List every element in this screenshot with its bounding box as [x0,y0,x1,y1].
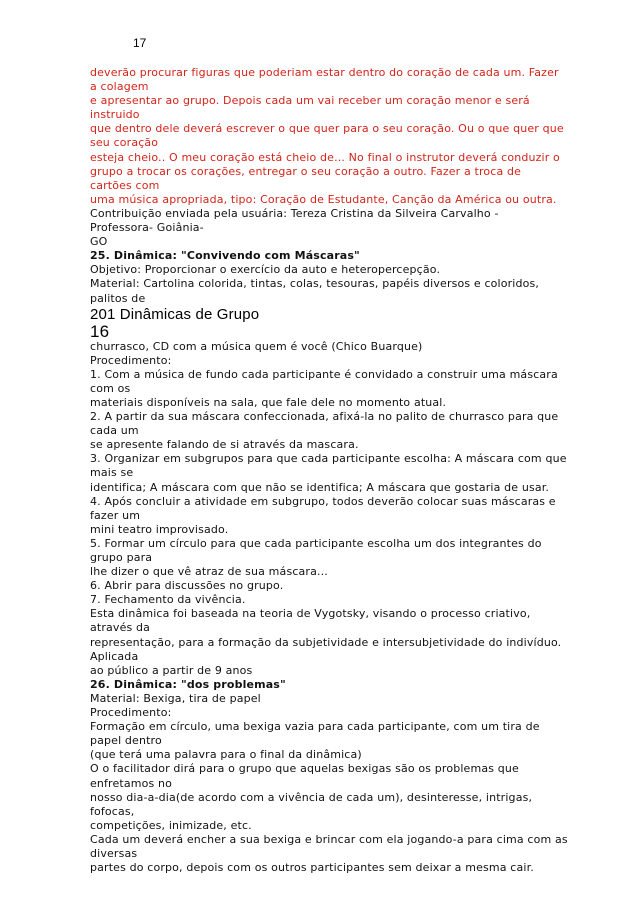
text-line: 1. Com a música de fundo cada participante é convidado a construir uma máscara [90,367,558,381]
page-number: 17 [133,36,147,50]
text-line: se apresente falando de si através da mascara. [90,438,359,452]
highlighted-text-line: a colagem [90,80,149,94]
highlighted-text-line: esteja cheio.. O meu coração está cheio de... No final o instrutor deverá conduzir o [90,150,560,164]
running-header-title: 201 Dinâmicas de Grupo [90,305,260,323]
text-line: 6. Abrir para discussões no grupo. [90,579,284,593]
text-line: através da [90,621,151,635]
text-line: lhe dizer o que vê atraz de sua máscara... [90,565,328,579]
text-line: com os [90,381,131,395]
text-line: O o facilitador dirá para o grupo que aquelas bexigas são os problemas que [90,762,519,776]
running-header-page-number: 16 [90,321,110,341]
text-line: Procedimento: [90,706,172,720]
highlighted-text-line: cartões com [90,178,160,192]
text-line: Aplicada [90,649,139,663]
text-line: fofocas, [90,804,135,818]
text-line: 3. Organizar em subgrupos para que cada participante escolha: A máscara com que [90,452,567,466]
text-line: mais se [90,466,134,480]
text-line: identifica; A máscara com que não se identifica; A máscara que gostaria de usar. [90,480,550,494]
text-line: ao público a partir de 9 anos [90,663,253,677]
text-line: cada um [90,424,139,438]
text-line: 2. A partir da sua máscara confeccionada, afixá-la no palito de churrasco para que [90,410,559,424]
document-body [90,66,568,875]
text-line: churrasco, CD com a música quem é você (Chico Buarque) [90,339,423,353]
highlighted-text-line: que dentro dele deverá escrever o que quer para o seu coração. Ou o que quer que [90,122,564,136]
highlighted-text-line: uma música apropriada, tipo: Coração de Estudante, Canção da América ou outra. [90,192,557,206]
text-line: nosso dia-a-dia(de acordo com a vivência de cada um), desinteresse, intrigas, [90,790,533,804]
text-line: (que terá uma palavra para o final da dinâmica) [90,748,362,762]
text-line: materiais disponíveis na sala, que fale dele no momento atual. [90,395,447,409]
text-line: Material: Bexiga, tira de papel [90,691,261,705]
text-line: Professora- Goiânia- [90,221,204,235]
text-line: Contribuição enviada pela usuária: Tereza Cristina da Silveira Carvalho - [90,206,499,220]
highlighted-text-line: seu coração [90,136,159,150]
text-line: Procedimento: [90,353,172,367]
text-line: Material: Cartolina colorida, tintas, colas, tesouras, papéis diversos e coloridos, [90,277,540,291]
text-line: Cada um deverá encher a sua bexiga e brincar com ela jogando-a para cima com as [90,832,568,846]
section-heading: 25. Dinâmica: "Convivendo com Máscaras" [90,249,360,263]
text-line: 5. Formar um círculo para que cada participante escolha um dos integrantes do [90,536,542,550]
text-line: 4. Após concluir a atividade em subgrupo, todos deverão colocar suas máscaras e [90,494,556,508]
text-line: Esta dinâmica foi baseada na teoria de Vygotsky, visando o processo criativo, [90,607,531,621]
text-line: diversas [90,846,138,860]
text-line: enfretamos no [90,776,173,790]
text-line: 7. Fechamento da vivência. [90,593,246,607]
text-line: palitos de [90,291,146,305]
text-line: Objetivo: Proporcionar o exercício da auto e heteropercepção. [90,263,441,277]
text-line: grupo para [90,551,153,564]
highlighted-text-line: instruido [90,108,140,122]
text-line: papel dentro [90,734,162,748]
text-line: representação, para a formação da subjetividade e intersubjetividade do indivíduo. [90,635,562,649]
highlighted-text-line: e apresentar ao grupo. Depois cada um vai receber um coração menor e será [90,94,530,108]
text-line: competições, inimizade, etc. [90,818,252,832]
text-line: mini teatro improvisado. [90,522,229,536]
text-line: Formação em círculo, uma bexiga vazia para cada participante, com um tira de [90,720,540,734]
section-heading: 26. Dinâmica: "dos problemas" [90,677,286,691]
text-line: partes do corpo, depois com os outros participantes sem deixar a mesma cair. [90,861,534,875]
text-line: GO [90,235,108,249]
highlighted-text-line: deverão procurar figuras que poderiam estar dentro do coração de cada um. Fazer [90,66,559,79]
text-line: fazer um [90,508,141,522]
highlighted-text-line: grupo a trocar os corações, entregar o seu coração a outro. Fazer a troca de [90,164,522,178]
